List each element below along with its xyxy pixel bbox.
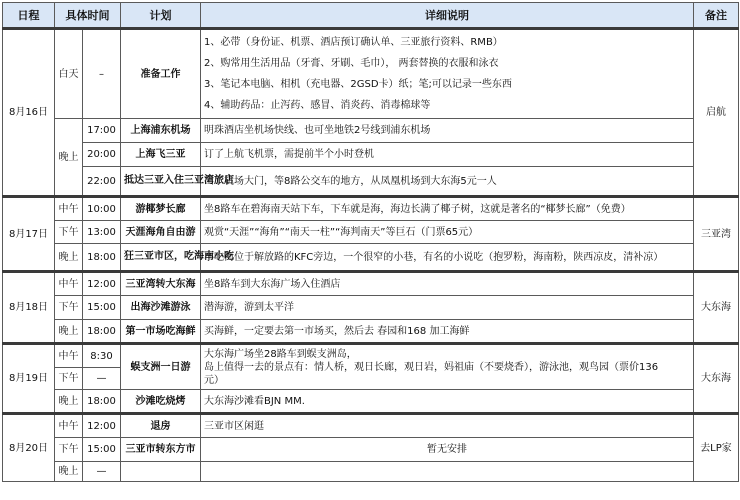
day-date: 8月18日 bbox=[3, 272, 55, 344]
day-note: 去LP家 bbox=[694, 414, 739, 482]
day-note: 启航 bbox=[694, 29, 739, 197]
day-date: 8月17日 bbox=[3, 197, 55, 272]
time-cell: 17:00 bbox=[83, 119, 121, 143]
time-cell: – bbox=[83, 29, 121, 119]
time-cell: 15:00 bbox=[83, 438, 121, 462]
segment-label: 下午 bbox=[55, 368, 83, 390]
detail-cell: 大东海沙滩看BJN MM. bbox=[201, 390, 694, 414]
time-cell: 12:00 bbox=[83, 272, 121, 296]
plan-cell: 退房 bbox=[121, 414, 201, 438]
prep-line: 2、购常用生活用品（牙膏、牙刷、毛巾）， 两套替换的衣服和泳衣 bbox=[204, 58, 499, 69]
table-row bbox=[3, 167, 739, 197]
detail-cell: 暂无安排 bbox=[201, 438, 694, 462]
time-cell: 8:30 bbox=[83, 344, 121, 368]
table-row bbox=[3, 296, 739, 320]
time-cell: 12:00 bbox=[83, 414, 121, 438]
detail-cell bbox=[201, 462, 694, 482]
day-date: 8月16日 bbox=[3, 29, 55, 197]
plan-cell: 蜈支洲一日游 bbox=[121, 344, 201, 390]
time-cell: — bbox=[83, 462, 121, 482]
itinerary-table bbox=[2, 2, 739, 482]
table-row bbox=[3, 244, 739, 272]
table-row bbox=[3, 143, 739, 167]
segment-label: 中午 bbox=[55, 272, 83, 296]
detail-cell bbox=[201, 344, 694, 390]
day-note: 大东海 bbox=[694, 344, 739, 414]
detail-line: 元） bbox=[204, 374, 224, 386]
table-row bbox=[3, 119, 739, 143]
segment-label: 中午 bbox=[55, 197, 83, 221]
plan-cell: 上海飞三亚 bbox=[121, 143, 201, 167]
prep-line: 3、笔记本电脑、相机（充电器、2GSD卡）纸；笔;可以记录一些东西 bbox=[204, 79, 512, 90]
detail-cell: 买海鲜，一定要去第一市场买，然后去 春园和168 加工海鲜 bbox=[201, 320, 694, 344]
segment-label: 晚上 bbox=[55, 320, 83, 344]
plan-cell bbox=[121, 462, 201, 482]
plan-cell: 游椰梦长廊 bbox=[121, 197, 201, 221]
day-note: 大东海 bbox=[694, 272, 739, 344]
segment-label: 晚上 bbox=[55, 462, 83, 482]
time-cell: 22:00 bbox=[83, 167, 121, 197]
segment-label: 晚上 bbox=[55, 390, 83, 414]
table-row bbox=[3, 197, 739, 221]
plan-cell: 第一市场吃海鲜 bbox=[121, 320, 201, 344]
plan-cell: 狂三亚市区，吃海南小吃 bbox=[121, 244, 201, 272]
header-row bbox=[3, 3, 739, 29]
time-cell: 20:00 bbox=[83, 143, 121, 167]
table-row bbox=[3, 221, 739, 244]
time-cell: 10:00 bbox=[83, 197, 121, 221]
header-date: 日程 bbox=[3, 3, 55, 29]
plan-cell: 抵达三亚入住三亚湾旅店 bbox=[121, 167, 201, 197]
day-date: 8月20日 bbox=[3, 414, 55, 482]
table-row bbox=[3, 272, 739, 296]
table-row bbox=[3, 438, 739, 462]
table-row bbox=[3, 462, 739, 482]
plan-cell: 上海浦东机场 bbox=[121, 119, 201, 143]
prep-line: 1、必带（身份证、机票、酒店预订确认单、三亚旅行资料、RMB） bbox=[204, 37, 503, 48]
detail-cell: 坐8路车在碧海南天站下车，下车就是海，海边长满了椰子树，这就是著名的“椰梦长廊”（免费） bbox=[201, 197, 694, 221]
segment-label: 白天 bbox=[55, 29, 83, 119]
segment-label: 晚上 bbox=[55, 244, 83, 272]
detail-cell: 观赏“天涯”“海角”“南天一柱”“海判南天”等巨石（门票65元） bbox=[201, 221, 694, 244]
time-cell: 13:00 bbox=[83, 221, 121, 244]
segment-label: 下午 bbox=[55, 296, 83, 320]
plan-cell: 三亚湾转大东海 bbox=[121, 272, 201, 296]
detail-cell: 小吃街位于解放路的KFC旁边，一个很窄的小巷，有名的小说吃（抱罗粉，海南粉，陕西凉皮，清补凉） bbox=[201, 244, 694, 272]
detail-cell: 出了机场大门，等8路公交车的地方，从凤凰机场到大东海5元一人 bbox=[201, 167, 694, 197]
header-detail: 详细说明 bbox=[201, 3, 694, 29]
plan-cell: 出海沙滩游泳 bbox=[121, 296, 201, 320]
time-cell: 15:00 bbox=[83, 296, 121, 320]
table-row bbox=[3, 320, 739, 344]
plan-cell: 沙滩吃烧烤 bbox=[121, 390, 201, 414]
detail-cell: 明珠酒店坐机场快线、也可坐地铁2号线到浦东机场 bbox=[201, 119, 694, 143]
time-cell: 18:00 bbox=[83, 390, 121, 414]
detail-line: 大东海广场坐28路车到蜈支洲岛， bbox=[204, 348, 357, 360]
segment-label: 下午 bbox=[55, 438, 83, 462]
day-note: 三亚湾 bbox=[694, 197, 739, 272]
time-cell: 18:00 bbox=[83, 244, 121, 272]
detail-cell: 潜海游，游到太平洋 bbox=[201, 296, 694, 320]
plan-cell: 天涯海角自由游 bbox=[121, 221, 201, 244]
segment-label: 下午 bbox=[55, 221, 83, 244]
plan-cell: 三亚市转东方市 bbox=[121, 438, 201, 462]
detail-cell bbox=[201, 29, 694, 119]
segment-label: 晚上 bbox=[55, 119, 83, 197]
segment-label: 中午 bbox=[55, 414, 83, 438]
header-plan: 计划 bbox=[121, 3, 201, 29]
detail-line: 岛上值得一去的景点有：情人桥，观日长廊，观日岩，妈祖庙（不要烧香），游泳池，观鸟园（票价136 bbox=[204, 361, 659, 373]
detail-cell: 订了上航飞机票，需提前半个小时登机 bbox=[201, 143, 694, 167]
time-cell: 18:00 bbox=[83, 320, 121, 344]
table-row bbox=[3, 414, 739, 438]
detail-cell: 坐8路车到大东海广场入住酒店 bbox=[201, 272, 694, 296]
time-cell: — bbox=[83, 368, 121, 390]
header-note: 备注 bbox=[694, 3, 739, 29]
prep-line: 4、辅助药品：止泻药、感冒、消炎药、消毒棉球等 bbox=[204, 100, 431, 111]
table-row bbox=[3, 390, 739, 414]
detail-cell: 三亚市区闲逛 bbox=[201, 414, 694, 438]
segment-label: 中午 bbox=[55, 344, 83, 368]
header-time: 具体时间 bbox=[55, 3, 121, 29]
table-row bbox=[3, 344, 739, 368]
day-date: 8月19日 bbox=[3, 344, 55, 414]
table-row bbox=[3, 29, 739, 119]
plan-cell: 准备工作 bbox=[121, 29, 201, 119]
